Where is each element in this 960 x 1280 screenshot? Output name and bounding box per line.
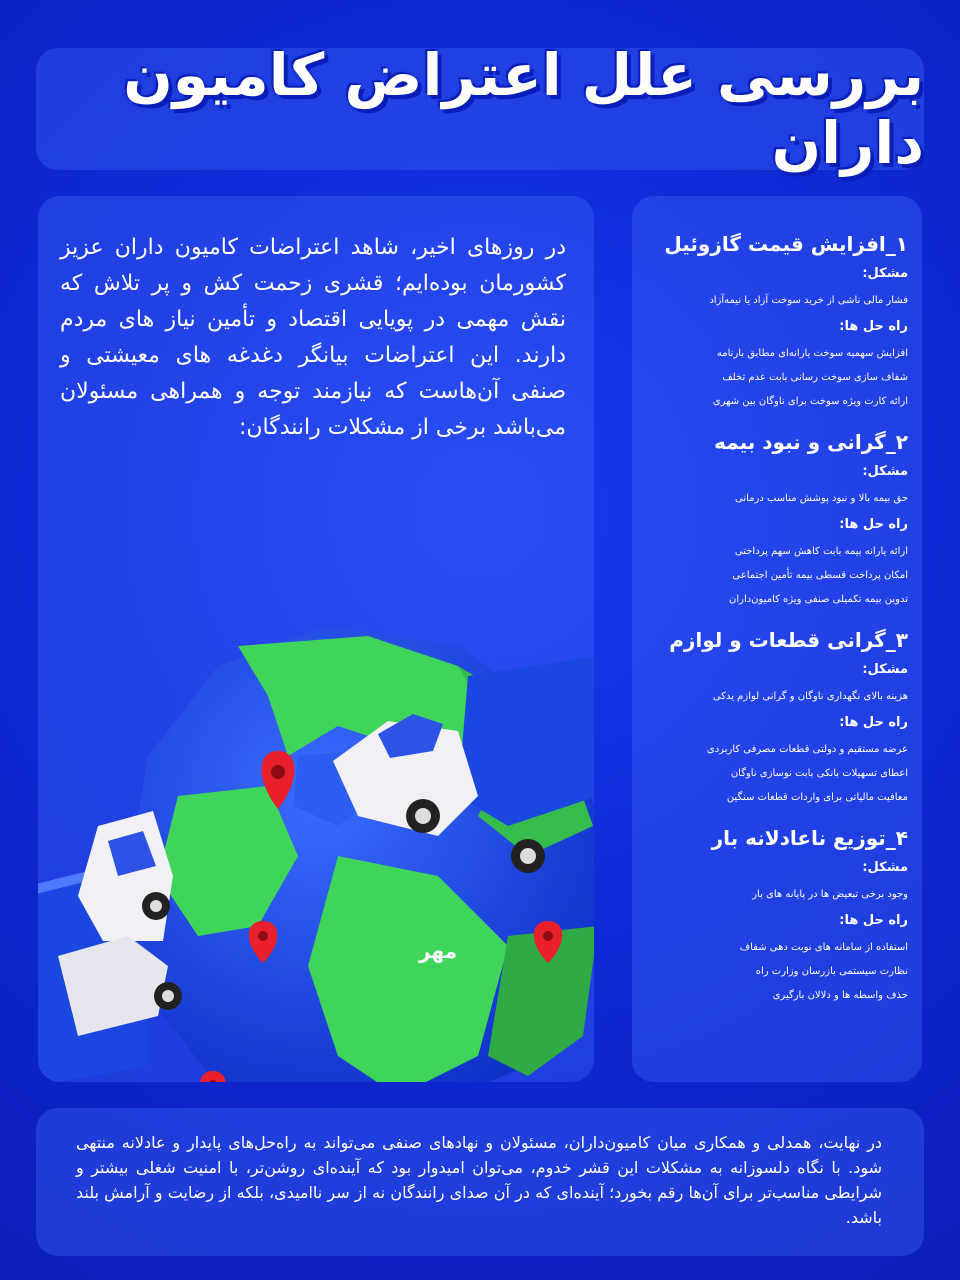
problem-text: فشار مالی ناشی از خرید سوخت آزاد یا نیمه‌آزاد <box>709 295 908 306</box>
solution-item: افزایش سهمیه سوخت یارانه‌ای مطابق بارنامه <box>716 348 908 359</box>
title-panel <box>36 41 924 177</box>
page-title: بررسی علل اعتراض کامیون داران <box>123 41 924 177</box>
section-heading: ۱_افزایش قیمت گازوئیل <box>664 232 908 256</box>
solution-label: راه حل ها: <box>839 517 908 532</box>
problem-text: هزینه بالای نگهداری ناوگان و گرانی لوازم یدکی <box>712 691 908 702</box>
section-1 <box>646 232 908 414</box>
section-heading: ۴_توزیع ناعادلانه بار <box>711 826 908 850</box>
problem-text: حق بیمه بالا و نبود پوشش مناسب درمانی <box>735 493 908 504</box>
problems-panel <box>632 196 922 1082</box>
solution-label: راه حل ها: <box>839 913 908 928</box>
problem-label: مشکل: <box>862 662 908 677</box>
solution-label: راه حل ها: <box>839 319 908 334</box>
solution-item: تدوین بیمه تکمیلی صنفی ویژه کامیون‌داران <box>729 594 908 605</box>
solution-item: نظارت سیستمی بازرسان وزارت راه <box>755 966 908 977</box>
solution-item: حذف واسطه ها و دلالان بارگیری <box>772 990 908 1001</box>
mehr-logo: مهر <box>418 939 458 963</box>
section-heading: ۲_گرانی و نبود بیمه <box>714 430 908 454</box>
section-heading: ۳_گرانی قطعات و لوازم <box>669 628 908 652</box>
solution-item: شفاف سازی سوخت رسانی بابت عدم تخلف <box>722 372 908 383</box>
solution-item: امکان پرداخت قسطی بیمه تأمین اجتماعی <box>732 570 908 581</box>
solution-item: معافیت مالیاتی برای واردات قطعات سنگین <box>726 792 908 803</box>
solution-item: ارائه یارانه بیمه بابت کاهش سهم پرداختی <box>734 546 908 557</box>
intro-panel <box>38 196 594 1082</box>
problem-label: مشکل: <box>862 464 908 479</box>
section-3 <box>646 628 908 810</box>
problem-text: وجود برخی تبعیض ها در پایانه های بار <box>752 889 908 900</box>
problem-label: مشکل: <box>862 860 908 875</box>
solution-item: عرضه مستقیم و دولتی قطعات مصرفی کاربردی <box>706 744 908 755</box>
globe-trucks-illustration <box>38 496 594 1082</box>
intro-paragraph: در روزهای اخیر، شاهد اعتراضات کامیون داران عزیز کشورمان بوده‌ایم؛ قشری زحمت کش و پر تلاش که نقش مهمی در پویایی اقتصاد و تأمین نیاز های مردم دارند. این اعتراضات بیانگر دغدغه های معیشتی و صنفی آن‌هاست که نیازمند توجه و همراهی مسئولان می‌باشد برخی از مشکلات رانندگان: <box>60 235 566 440</box>
section-2 <box>646 430 908 612</box>
solution-label: راه حل ها: <box>839 715 908 730</box>
problem-label: مشکل: <box>862 266 908 281</box>
section-4 <box>646 826 908 1008</box>
solution-item: استفاده از سامانه های نوبت دهی شفاف <box>739 942 908 953</box>
conclusion-paragraph: در نهایت، همدلی و همکاری میان کامیون‌داران، مسئولان و نهادهای صنفی می‌تواند به راه‌حل‌های پایدار و عادلانه منتهی شود. با نگاه دلسوزانه به مشکلات این قشر خدوم، می‌توان امیدوار بود که آینده‌ای روشن‌تر، با امنیت شغلی بیشتر و شرایطی مناسب‌تر برای آن‌ها رقم بخورد؛ آینده‌ای که در آن صدای رانندگان نه از سر ناامیدی، بلکه از رضایت و آرامش بلند باشد. <box>76 1133 882 1227</box>
conclusion-panel <box>36 1108 924 1256</box>
solution-item: ارائه کارت ویژه سوخت برای ناوگان بین شهری <box>712 396 908 407</box>
solution-item: اعطای تسهیلات بانکی بابت نوسازی ناوگان <box>730 768 908 779</box>
